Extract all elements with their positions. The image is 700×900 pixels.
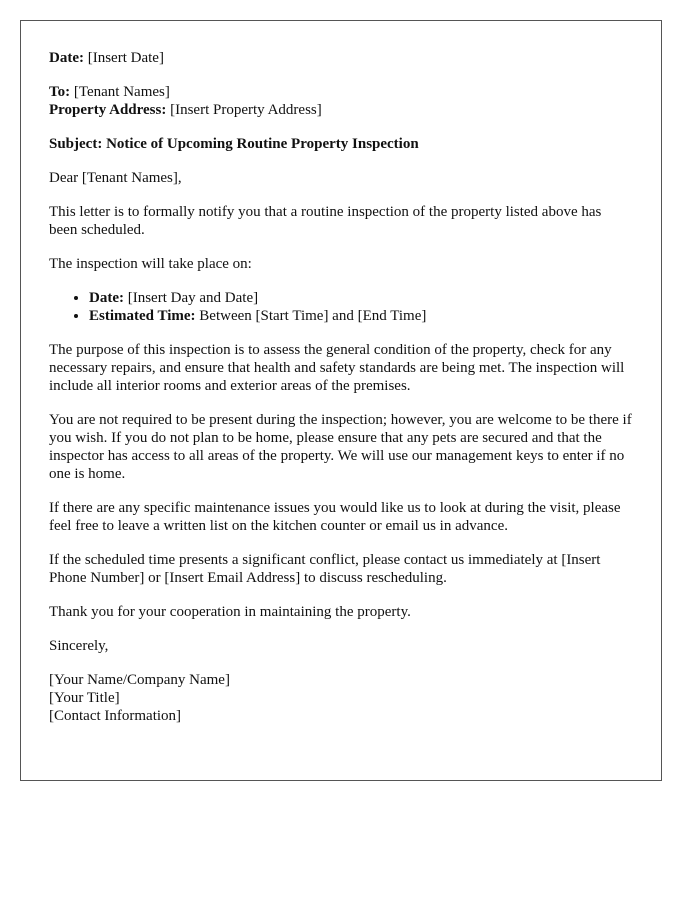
date-label: Date: [49,50,84,66]
maintenance-issues-paragraph: If there are any specific maintenance issues you would like us to look at during the visit, please feel free to leave a written list on the kitchen counter or email us in advance. [49,500,621,534]
recipient-line [49,83,633,101]
schedule-item-date [89,289,633,307]
property-address-line [49,101,633,119]
thanks-paragraph: Thank you for your cooperation in maintaining the property. [49,604,411,620]
signature-title: [Your Title] [49,690,120,706]
closing: Sincerely, [49,638,109,654]
address-label: Property Address: [49,102,167,118]
to-label: To: [49,84,71,100]
presence-paragraph: You are not required to be present during the inspection; however, you are welcome to be there if you wish. If you do not plan to be home, please ensure that any pets are secured and that the inspector has access to all areas of the property. We will use our management keys to enter if no one is home. [49,412,632,482]
schedule-time-label: Estimated Time: [89,308,196,324]
schedule-date-value: [Insert Day and Date] [123,290,259,306]
schedule-date-label: Date: [89,290,124,306]
salutation: Dear [Tenant Names], [49,170,182,186]
schedule-intro-paragraph: The inspection will take place on: [49,256,252,272]
to-value: [Tenant Names] [70,84,170,100]
schedule-list [49,289,633,325]
inspection-notice-letter [20,20,662,781]
schedule-item-time [89,307,633,325]
address-value: [Insert Property Address] [166,102,322,118]
intro-paragraph: This letter is to formally notify you that a routine inspection of the property listed above has been scheduled. [49,204,602,238]
schedule-time-value: Between [Start Time] and [End Time] [195,308,427,324]
subject-line: Subject: Notice of Upcoming Routine Property Inspection [49,136,419,152]
signature-name: [Your Name/Company Name] [49,672,230,688]
signature-contact: [Contact Information] [49,708,182,724]
purpose-paragraph: The purpose of this inspection is to assess the general condition of the property, check for any necessary repairs, and ensure that health and safety standards are being met. The inspection will include all interior rooms and exterior areas of the premises. [49,342,625,394]
date-line [49,49,633,67]
conflict-paragraph: If the scheduled time presents a significant conflict, please contact us immediately at [Insert Phone Number] or [Insert Email Address] to discuss rescheduling. [49,552,601,586]
signature-block [49,671,633,725]
date-value: [Insert Date] [83,50,164,66]
